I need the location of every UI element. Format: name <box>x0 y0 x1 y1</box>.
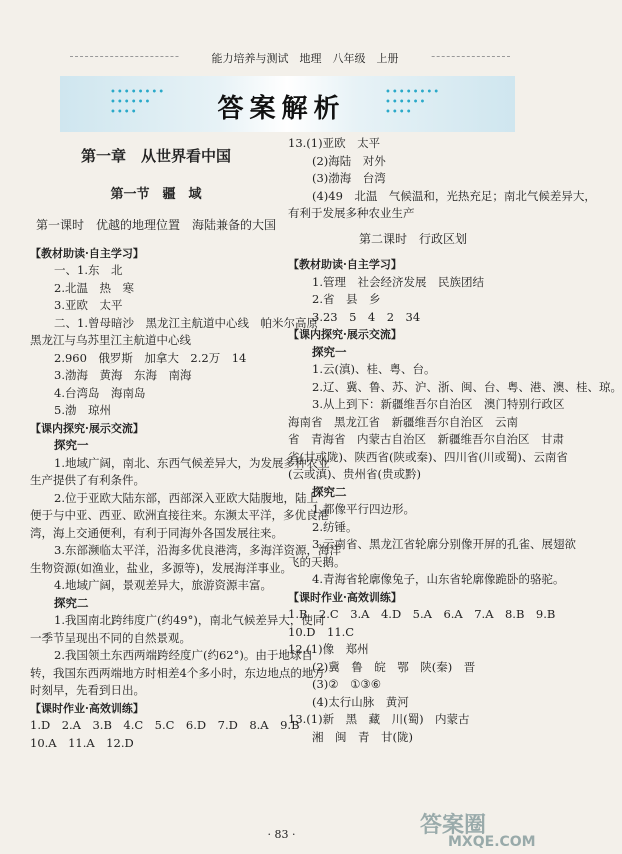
subheading: 探究二 <box>312 484 347 499</box>
answer-line: 1.我国南北跨纬度广(约49°)，南北气候差异大，使同 <box>54 613 325 627</box>
answer-line: 便于与中亚、西亚、欧洲直接往来。东濒太平洋，多优良港 <box>30 508 329 522</box>
banner-dots-left: •••••••• •••••• •••• <box>110 87 166 118</box>
answer-line: 时刻早，先看到日出。 <box>30 683 145 697</box>
answer-line: (4)49 北温 气候温和，光热充足；南北气候差异大， <box>312 188 596 203</box>
box-heading: 【教材助读·自主学习】 <box>288 258 402 271</box>
answer-line: 2.我国领土东西两端跨经度广(约62°)。由于地球自 <box>54 648 313 662</box>
answer-line: 10.A 11.A 12.D <box>30 735 134 750</box>
box-heading: 【课内探究·展示交流】 <box>288 328 402 341</box>
answer-line: 湘 闽 青 甘(陇) <box>312 729 413 744</box>
answer-line: 飞的天鹅。 <box>288 554 346 569</box>
section-title: 第一节 疆 域 <box>110 186 202 202</box>
answer-line: 1.云(滇)、桂、粤、台。 <box>312 362 436 376</box>
answer-line: 生物资源(如渔业，盐业，多源等)，发展海洋事业。 <box>30 560 292 575</box>
answer-line: 5.渤 琼州 <box>54 403 111 417</box>
answer-line: 4.青海省轮廓像兔子，山东省轮廓像跪卧的骆驼。 <box>312 572 565 586</box>
answer-line: (3)② ①③⑥ <box>312 677 382 691</box>
answer-line: 10.D 11.C <box>288 624 355 639</box>
answer-line: 2.辽、冀、鲁、苏、沪、浙、闽、台、粤、港、澳、桂、琼。 <box>312 379 622 394</box>
subheading: 探究一 <box>54 438 89 452</box>
answer-line: 黑龙江与乌苏里江主航道中心线 <box>30 333 191 347</box>
right-column <box>288 135 622 746</box>
answer-line: 一季节呈现出不同的自然景观。 <box>30 630 191 645</box>
answer-line: 省(甘或陇)、陕西省(陕或秦)、四川省(川或蜀)、云南省 <box>288 449 568 464</box>
answer-line: 1.管理 社会经济发展 民族团结 <box>312 274 484 289</box>
answer-line: 3.从上到下：新疆维吾尔自治区 澳门特别行政区 <box>312 397 565 411</box>
answer-line: 湾，海上交通便利，有利于同海外各国发展往来。 <box>30 525 283 540</box>
answer-line: 3.云南省、黑龙江省轮廓分别像开屏的孔雀、展翅欲 <box>312 537 576 551</box>
answer-line: 3.渤海 黄海 东海 南海 <box>54 368 192 382</box>
answer-line: 1.D 2.A 3.B 4.C 5.C 6.D 7.D 8.A 9.B <box>30 718 300 732</box>
box-heading: 【教材助读·自主学习】 <box>30 246 144 260</box>
answer-line: 生产提供了有利条件。 <box>30 473 145 487</box>
banner-dots-right: •••••••• •••••• •••• <box>385 87 441 118</box>
lesson-title: 第二课时 行政区划 <box>358 231 467 246</box>
running-header: 能力培养与测试 地理 八年级 上册 <box>180 50 430 66</box>
answer-line: 4.台湾岛 海南岛 <box>54 385 146 400</box>
answer-line: (云或滇)、贵州省(贵或黔) <box>288 467 421 481</box>
answer-line: (4)太行山脉 黄河 <box>312 694 409 709</box>
answer-line: 3.亚欧 太平 <box>54 298 123 312</box>
answer-line: 2.960 俄罗斯 加拿大 2.2万 14 <box>54 350 247 365</box>
answer-line: 2.位于亚欧大陆东部，西部深入亚欧大陆腹地，陆上 <box>54 490 318 505</box>
answer-line: 1.B 2.C 3.A 4.D 5.A 6.A 7.A 8.B 9.B <box>288 607 556 621</box>
box-heading: 【课内探究·展示交流】 <box>30 421 144 435</box>
answer-line: (2)冀 鲁 皖 鄂 陕(秦) 晋 <box>312 659 476 674</box>
answer-line: 3.东部濒临太平洋，沿海多优良港湾，多海洋资源，海洋 <box>54 543 341 557</box>
answer-line: (3)渤海 台湾 <box>312 171 386 185</box>
answer-line: 海南省 黑龙江省 新疆维吾尔自治区 云南 <box>288 414 518 429</box>
answer-line: 一、1.东 北 <box>54 263 123 277</box>
subheading: 探究二 <box>54 595 89 610</box>
answer-line: 2.省 县 乡 <box>312 292 381 306</box>
answer-line: (2)海陆 对外 <box>312 153 386 168</box>
answer-line: 有利于发展多种农业生产 <box>288 206 415 220</box>
answer-line: 2.纺锤。 <box>312 519 358 534</box>
watermark-url: MXQE.COM <box>448 834 536 850</box>
answer-line: 转，我国东西两端地方时相差4个多小时，东边地点的地方 <box>30 665 325 680</box>
answer-line: 1.都像平行四边形。 <box>312 502 415 516</box>
answer-line: 3.23 5 4 2 34 <box>312 309 421 324</box>
answer-line: 1.地域广阔，南北、东西气候差异大，为发展多种农业 <box>54 455 330 470</box>
answer-line: 省 青海省 内蒙古自治区 新疆维吾尔自治区 甘肃 <box>288 432 564 446</box>
lesson-title: 第一课时 优越的地理位置 海陆兼备的大国 <box>35 218 276 232</box>
answer-line: 二、1.曾母暗沙 黑龙江主航道中心线 帕米尔高原 <box>54 315 318 330</box>
chapter-title: 第一章 从世界看中国 <box>80 147 231 165</box>
answer-line: 13.(1)亚欧 太平 <box>288 136 381 150</box>
page-title: 答案解析 <box>217 94 346 124</box>
box-heading: 【课时作业·高效训练】 <box>30 701 144 715</box>
answer-line: 2.北温 热 寒 <box>54 280 134 295</box>
box-heading: 【课时作业·高效训练】 <box>288 590 402 604</box>
answer-line: 12.(1)像 郑州 <box>288 642 369 656</box>
subheading: 探究一 <box>312 344 347 359</box>
answer-line: 4.地域广阔，景观差异大，旅游资源丰富。 <box>54 578 272 592</box>
watermark-logo: 答案圈 <box>420 813 487 838</box>
page-number: · 83 · <box>267 828 296 841</box>
answer-line: 13.(1)新 黑 藏 川(蜀) 内蒙古 <box>288 712 470 726</box>
